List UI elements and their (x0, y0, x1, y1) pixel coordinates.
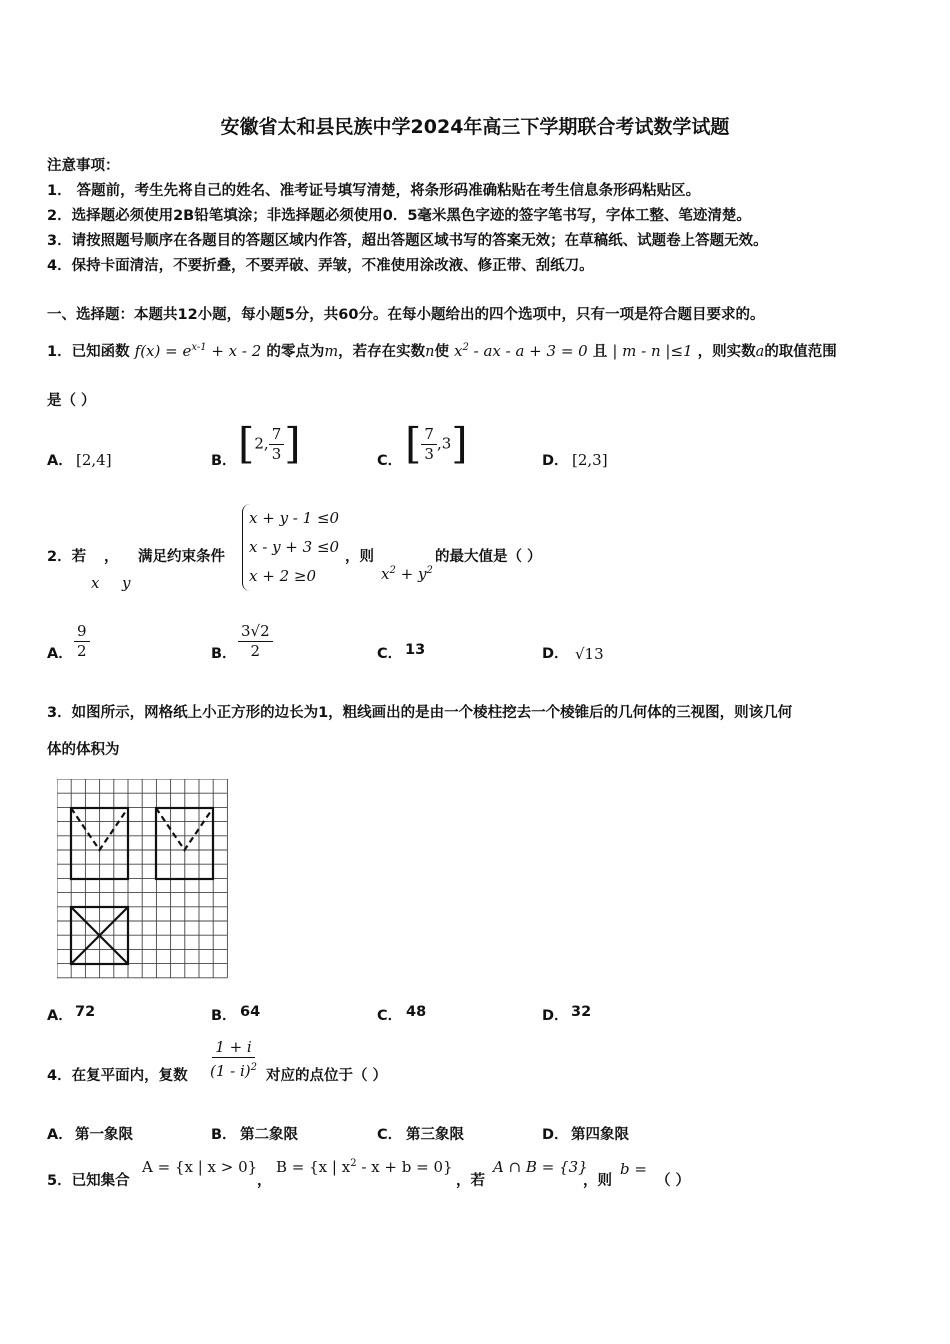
option-label: D． (542, 1008, 569, 1024)
question-3-stem: 3．如图所示，网格纸上小正方形的边长为1，粗线画出的是由一个棱柱挖去一个棱锥后的几何体的三视图，则该几何 (47, 705, 793, 721)
option-label: C． (377, 453, 403, 469)
option-label: B． (211, 1008, 237, 1024)
option-b-value: $\frac{3√2}{2}$ (238, 622, 273, 661)
page-title: 安徽省太和县民族中学2024年高三下学期联合考试数学试题 (220, 116, 730, 138)
option-label: A． (47, 1127, 73, 1143)
option-label: A． (47, 646, 73, 662)
intersection-condition: A ∩ B = {3} (493, 1158, 588, 1176)
option-label: B． (211, 646, 237, 662)
option-label: C． (377, 1127, 403, 1143)
option-a-value: 72 (75, 1004, 96, 1020)
option-b-value: 64 (240, 1004, 261, 1020)
constraint-system: x + y - 1 ≤0 x - y + 3 ≤0 x + 2 ≥0 (242, 504, 339, 591)
option-label: C． (377, 1008, 403, 1024)
variable-x: x (91, 574, 100, 592)
question-1-stem: 1．已知函数 $f(x) = e^{x-1} + x - 2$ 的零点为m，若存在实数n使 $x^2$ - ax - a + 3 = 0 且 | m - n |≤1 ，则实数a的取值范围 (47, 342, 837, 360)
section-heading: 一、选择题：本题共12小题，每小题5分，共60分。在每小题给出的四个选项中，只有一项是符合题目要求的。 (47, 307, 765, 323)
set-b: B = {x | $x^2 - x + b = 0$} (276, 1158, 453, 1176)
option-a-value: 第一象限 (75, 1127, 133, 1143)
option-a-value: [2,4] (76, 451, 112, 469)
grid-paper (57, 779, 229, 981)
question-2-label: 2．若 (47, 549, 87, 565)
variable-y: y (122, 574, 131, 592)
option-label: B． (211, 453, 237, 469)
option-label: D． (542, 453, 569, 469)
option-d-value: √13 (575, 645, 604, 663)
option-b-value: [2, $\frac{7}{3}$ ] (238, 419, 301, 468)
question-1-stem-cont: 是（ ） (47, 393, 96, 409)
question-5-stem: 5．已知集合 (47, 1173, 130, 1189)
option-label: C． (377, 646, 403, 662)
set-a: A = {x | x > 0} (142, 1158, 258, 1176)
option-d-value: [2,3] (572, 451, 608, 469)
complex-fraction: $\frac{1 + i}{(1 - i)^2}$ (210, 1038, 258, 1080)
option-label: A． (47, 453, 73, 469)
notice-item: 1． 答题前，考生先将自己的姓名、准考证号填写清楚，将条形码准确粘贴在考生信息条形码粘贴区。 (47, 183, 701, 199)
option-c-value: 第三象限 (406, 1127, 464, 1143)
variable-b: b = (620, 1160, 647, 1178)
objective-expression: $x^2 + y^2$ (381, 565, 433, 583)
notice-item: 3．请按照题号顺序在各题目的答题区域内作答，超出答题区域书写的答案无效；在草稿纸、试题卷上答题无效。 (47, 233, 768, 249)
option-c-value: 13 (405, 642, 426, 658)
option-a-value: $\frac{9}{2}$ (74, 622, 90, 661)
option-b-value: 第二象限 (240, 1127, 298, 1143)
notice-heading: 注意事项： (47, 158, 120, 174)
notice-item: 4．保持卡面清洁，不要折叠，不要弄破、弄皱，不准使用涂改液、修正带、刮纸刀。 (47, 258, 594, 274)
option-d-value: 第四象限 (571, 1127, 629, 1143)
three-view-figure (57, 779, 229, 985)
question-3-stem-cont: 体的体积为 (47, 742, 120, 758)
option-c-value: [ $\frac{7}{3}$ ,3] (405, 419, 468, 468)
question-4-stem: 4．在复平面内，复数 (47, 1068, 188, 1084)
option-label: B． (211, 1127, 237, 1143)
option-label: D． (542, 646, 569, 662)
option-d-value: 32 (571, 1004, 592, 1020)
notice-item: 2．选择题必须使用2B铅笔填涂；非选择题必须使用0．5毫米黑色字迹的签字笔书写，字体工整、笔迹清楚。 (47, 208, 751, 224)
function-expression: $f(x) = e^{x-1} + x - 2$ (134, 342, 262, 360)
option-label: A． (47, 1008, 73, 1024)
abs-condition: | m - n |≤1 (612, 342, 693, 360)
equation-expression: $x^2$ - ax - a + 3 = 0 (454, 342, 588, 360)
option-label: D． (542, 1127, 569, 1143)
option-c-value: 48 (406, 1004, 427, 1020)
